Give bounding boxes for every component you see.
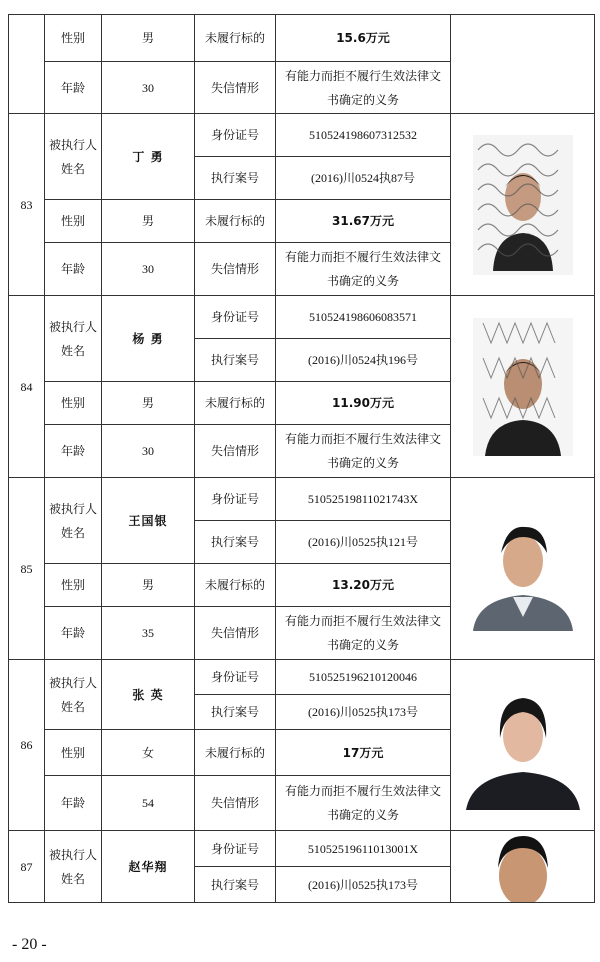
id-label: 身份证号	[195, 831, 276, 867]
gender-label: 性别	[45, 730, 102, 776]
photo-cell	[451, 114, 595, 296]
case-label: 执行案号	[195, 521, 276, 564]
case-label: 执行案号	[195, 157, 276, 200]
case-label: 执行案号	[195, 339, 276, 382]
portrait-image	[473, 318, 573, 456]
table-row	[9, 296, 595, 339]
record-number-cell	[9, 15, 45, 114]
record-number: 87	[9, 831, 45, 903]
debtor-name: 赵华翔	[102, 831, 195, 903]
table-row	[9, 478, 595, 521]
record-number: 85	[9, 478, 45, 660]
dishonest-label: 失信情形	[195, 425, 276, 478]
gender-value: 男	[102, 564, 195, 607]
debtor-photo	[455, 135, 590, 275]
age-value: 30	[102, 243, 195, 296]
situation-value: 有能力而拒不履行生效法律文书确定的义务	[276, 607, 451, 660]
debtor-name: 丁 勇	[102, 114, 195, 200]
debtor-photo	[455, 680, 590, 810]
name-label: 被执行人姓名	[45, 296, 102, 382]
table-row	[9, 660, 595, 695]
debtor-name: 王国银	[102, 478, 195, 564]
situation-value: 有能力而拒不履行生效法律文书确定的义务	[276, 776, 451, 831]
debtor-photo	[455, 832, 590, 902]
table-row	[9, 15, 595, 62]
unperformed-label: 未履行标的	[195, 200, 276, 243]
case-value: (2016)川0525执173号	[276, 695, 451, 730]
case-value: (2016)川0524执196号	[276, 339, 451, 382]
record-number: 86	[9, 660, 45, 831]
situation-value: 有能力而拒不履行生效法律文书确定的义务	[276, 425, 451, 478]
gender-label: 性别	[45, 15, 102, 62]
id-value: 510524198606083571	[276, 296, 451, 339]
dishonest-label: 失信情形	[195, 776, 276, 831]
gender-value: 男	[102, 15, 195, 62]
id-label: 身份证号	[195, 296, 276, 339]
unperformed-label: 未履行标的	[195, 15, 276, 62]
id-value: 51052519611013001X	[276, 831, 451, 867]
case-value: (2016)川0525执173号	[276, 867, 451, 903]
name-label: 被执行人姓名	[45, 114, 102, 200]
gender-value: 男	[102, 382, 195, 425]
record-number: 84	[9, 296, 45, 478]
portrait-image	[467, 507, 579, 631]
id-label: 身份证号	[195, 478, 276, 521]
age-label: 年龄	[45, 243, 102, 296]
portrait-image	[462, 680, 584, 810]
amount-value: 31.67万元	[276, 200, 451, 243]
portrait-image	[473, 135, 573, 275]
name-label: 被执行人姓名	[45, 660, 102, 730]
page-number: - 20 -	[12, 936, 47, 953]
photo-cell	[451, 660, 595, 831]
id-value: 510524198607312532	[276, 114, 451, 157]
dishonest-label: 失信情形	[195, 243, 276, 296]
gender-value: 男	[102, 200, 195, 243]
age-label: 年龄	[45, 607, 102, 660]
name-label: 被执行人姓名	[45, 831, 102, 903]
situation-value: 有能力而拒不履行生效法律文书确定的义务	[276, 243, 451, 296]
record-number: 83	[9, 114, 45, 296]
unperformed-label: 未履行标的	[195, 730, 276, 776]
unperformed-label: 未履行标的	[195, 564, 276, 607]
dishonest-label: 失信情形	[195, 607, 276, 660]
age-label: 年龄	[45, 776, 102, 831]
situation-value: 有能力而拒不履行生效法律文书确定的义务	[276, 62, 451, 114]
case-value: (2016)川0525执121号	[276, 521, 451, 564]
debtor-photo	[455, 318, 590, 456]
case-label: 执行案号	[195, 695, 276, 730]
gender-label: 性别	[45, 382, 102, 425]
unperformed-label: 未履行标的	[195, 382, 276, 425]
debtor-photo	[455, 507, 590, 631]
amount-value: 11.90万元	[276, 382, 451, 425]
amount-value: 17万元	[276, 730, 451, 776]
id-label: 身份证号	[195, 114, 276, 157]
gender-label: 性别	[45, 200, 102, 243]
dishonest-debtor-table	[8, 14, 595, 903]
portrait-image	[488, 832, 558, 902]
id-value: 51052519811021743X	[276, 478, 451, 521]
gender-value: 女	[102, 730, 195, 776]
age-value: 30	[102, 62, 195, 114]
photo-cell	[451, 478, 595, 660]
age-label: 年龄	[45, 425, 102, 478]
amount-value: 13.20万元	[276, 564, 451, 607]
photo-cell	[451, 831, 595, 903]
amount-value: 15.6万元	[276, 15, 451, 62]
case-value: (2016)川0524执87号	[276, 157, 451, 200]
id-value: 510525196210120046	[276, 660, 451, 695]
dishonest-label: 失信情形	[195, 62, 276, 114]
age-value: 30	[102, 425, 195, 478]
name-label: 被执行人姓名	[45, 478, 102, 564]
photo-cell	[451, 296, 595, 478]
gender-label: 性别	[45, 564, 102, 607]
debtor-name: 杨 勇	[102, 296, 195, 382]
age-value: 54	[102, 776, 195, 831]
id-label: 身份证号	[195, 660, 276, 695]
table-row	[9, 114, 595, 157]
age-label: 年龄	[45, 62, 102, 114]
debtor-name: 张 英	[102, 660, 195, 730]
age-value: 35	[102, 607, 195, 660]
case-label: 执行案号	[195, 867, 276, 903]
photo-cell	[451, 15, 595, 114]
table-row	[9, 831, 595, 867]
